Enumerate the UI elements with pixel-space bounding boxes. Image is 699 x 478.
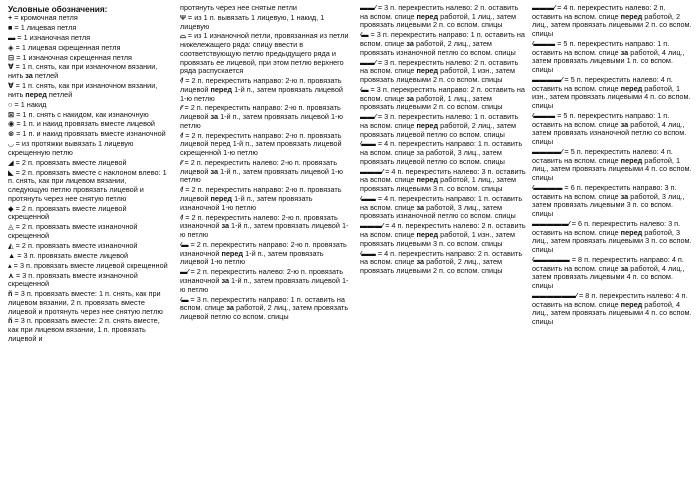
stitch-symbol-icon: ⁄∕ [180,103,183,113]
legend-entry [180,241,350,267]
legend-text: = 5 п. перекрестить направо: 1 п. оставить на вспом. спице [532,111,670,129]
legend-emphasis: перед [620,11,643,21]
stitch-symbol-icon: ◬ [8,222,14,232]
legend-emphasis: перед [416,175,439,185]
legend-entry [8,272,168,289]
legend-text: = 4 п. перекрестить налево: 2 п. оставить на вспом. спице [360,221,526,240]
stitch-symbol-icon: ▬▬▬⁄ [360,166,384,176]
legend-text: = 4 п. перекрестить направо: 1 п. оставить на вспом. спице [360,194,523,212]
stitch-symbol-icon: ▬▬⁄ [360,4,376,12]
legend-entry [180,268,350,294]
legend-emphasis: перед [416,66,439,76]
legend-entry [360,195,526,221]
legend-text: = 1 изнаночная петля [17,32,91,42]
legend-entry [8,111,168,120]
legend-title: Условные обозначения: [8,4,108,14]
legend-text: = из 1 п. вывязать 1 лицевую, 1 накид, 1 лицевую [180,12,325,31]
legend-emphasis: перед [620,227,643,237]
legend-entry [8,34,168,43]
legend-text: работой, 2 лиц., затем провязать изнаночной петлю со вспом. спицы [360,39,516,57]
stitch-symbol-icon: ▬▬▬⁄ [532,4,556,12]
stitch-symbol-icon: ⁄▬▬▬▬ [532,183,563,192]
legend-emphasis: перед [25,89,47,99]
legend-entry [8,223,168,240]
legend-entry [8,140,168,157]
legend-entry [180,14,350,31]
legend-column-4 [532,4,695,328]
legend-emphasis: перед [620,299,643,309]
legend-entry [532,256,695,291]
legend-text: = 3 п. перекрестить направо: 1 п. оставить на вспом. спице [360,30,525,48]
legend-text: = 3 п. перекрестить налево: 1 п. оставить на вспом. спице [360,112,519,130]
stitch-symbol-icon: ▬▬▬▬⁄ [532,75,563,84]
legend-entry [180,32,350,76]
legend-emphasis: за [620,263,629,273]
legend-emphasis: за [416,202,425,212]
stitch-symbol-icon: ⁄▬ [360,84,369,94]
stitch-symbol-icon: ⁄∕ [180,158,183,168]
stitch-symbol-icon: ⁄▬▬▬▬▬ [532,255,570,264]
legend-text: = 3 п. перекрестить налево: 2 п. оставить на вспом. спице [360,4,519,21]
stitch-symbol-icon: ◭ [8,240,14,250]
legend-emphasis: за [226,303,234,313]
legend-emphasis: за [406,93,414,103]
legend-emphasis: за [416,257,425,267]
legend-text: = 3 п. перекрестить направо: 1 п. оставить на вспом. спице [180,294,345,313]
legend-entry [8,262,168,271]
stitch-symbol-icon: ñ [8,289,13,299]
legend-entry [180,104,350,130]
legend-text: работой, 2 лиц., затем провязать лицевой петлю со вспом. спицы [360,120,517,139]
legend-text: 1-й п., затем провязать лицевой 1-ю петлю [180,84,343,103]
legend-entry [8,205,168,222]
stitch-symbol-icon: ∀ [8,62,14,72]
stitch-symbol-icon: ▬▬▬▬⁄ [532,147,563,156]
stitch-symbol-icon: ñ [8,316,13,326]
legend-text: работой, 1 лиц., затем провязать лицевыми 4 п. со вспом. спицы [532,155,692,183]
legend-entry [8,130,168,139]
stitch-symbol-icon: ⁄▬ [180,294,189,304]
legend-text: = 1 п. и накид провязать вместе лицевой [16,119,156,129]
legend-emphasis: перед [620,155,643,165]
legend-text: = 5 п. перекрестить налево: 4 п. оставить на вспом. спице [532,147,673,165]
legend-entry [360,168,526,194]
legend-column-2 [180,4,350,323]
legend-entry [8,120,168,129]
stitch-symbol-icon: ▬▬▬▬▬▬⁄ [532,291,577,300]
legend-emphasis: за [221,221,230,231]
legend-text: = 1 изнаночная скрещенная петля [16,52,132,62]
legend-text: = 3 п. провязать вместе лицевой [17,250,129,260]
legend-entry [8,317,168,343]
stitch-symbol-icon: ▬▬⁄ [360,112,376,122]
legend-entry [8,14,168,23]
legend-emphasis: перед [221,248,244,258]
legend-text: = 3 п. провязать вместе лицевой скрещенной [13,260,168,270]
legend-entry [180,159,350,185]
legend-text: = 1 п. и накид провязать вместе изнаночной [16,129,166,139]
legend-entry [8,252,168,261]
legend-text: 1-й п., затем провязать изнаночной 1-ю петлю [180,194,313,212]
legend-text: = 2 п. провязать вместе с наклоном влево: 1 п. снять, как при лицевом вязании, следующую петлю провязать лицевой и протянуть через нее снятую петлю [8,167,167,203]
legend-text: = 2 п. перекрестить налево: 2-ю п. провязать лицевой [180,158,337,176]
legend-text: работой, 4 лиц., затем провязать лицевыми 1 п. со вспом. спицы [532,47,685,75]
stitch-symbol-icon: ⁄▬▬▬ [532,39,556,48]
stitch-symbol-icon: ⁄/ [180,76,184,86]
legend-text: = 5 п. перекрестить налево: 4 п. оставить на вспом. спице [532,75,673,93]
legend-emphasis: перед [416,230,439,240]
legend-text: = 1 п. снять с накидом, как изнаночную [16,109,149,119]
stitch-symbol-icon: ⁄▬▬▬ [532,111,556,120]
legend-text: петлей [32,71,59,81]
stitch-symbol-icon: ▴ [8,260,12,270]
legend-text: = 2 п. провязать вместе изнаночной [15,240,138,250]
legend-entry [532,148,695,183]
legend-text: = 3 п. перекрестить налево: 2 п. оставить на вспом. спице [360,57,519,76]
legend-entry [8,159,168,168]
legend-text: 1-й п., затем провязать лицевой 1-ю петлю [180,275,349,294]
legend-text: = 5 п. перекрестить направо: 1 п. оставить на вспом. спице [532,39,670,57]
legend-emphasis: за [620,191,629,201]
stitch-symbol-icon: ⁄▬▬ [360,248,376,258]
legend-column-3 [360,4,526,277]
legend-entry [360,86,526,112]
legend-entry [180,214,350,240]
legend-text: = 8 п. перекрестить налево: 4 п. оставить на вспом. спице [532,291,688,309]
legend-entry [360,140,526,166]
legend-text: = из протяжки вывязать 1 лицевую скрещенную петлю [8,139,134,157]
legend-entry [180,77,350,103]
stitch-symbol-icon: ⁄▬▬ [360,194,376,204]
legend-text: работой, 1 лиц., затем провязать лицевыми 2 п. со вспом. спицы [360,11,517,30]
legend-text: работой, 4 лиц., затем провязать изнаночной петлю со вспом. спицы [532,119,687,147]
legend-text: = 1 накид [14,99,47,109]
stitch-symbol-icon: ◡ [8,139,14,149]
legend-entry [8,290,168,316]
legend-entry [532,4,695,39]
legend-text: работой, 3 лиц., затем провязать лицевыми 3 п. со вспом. спицы [532,191,685,219]
legend-text: = 3 п. провязать вместе изнаночной скрещенной [8,270,138,289]
legend-entry [360,4,526,30]
stitch-symbol-icon: ⁄/ [180,130,184,140]
legend-text: = 1 п. снять, как при изнаночном вязании, нить [8,62,158,81]
legend-text: работой, 4 лиц., затем провязать лицевыми 4 п. со вспом. спицы [532,299,692,327]
stitch-symbol-icon: ▬▬⁄ [360,57,376,67]
legend-entry [180,296,350,322]
stitch-symbol-icon: ⊠ [8,109,15,119]
stitch-symbol-icon: ⁄▬▬ [360,139,376,149]
legend-entry [8,101,168,110]
stitch-symbol-icon: ◈ [8,42,14,52]
legend-entry [8,242,168,251]
legend-text: 1-й п., затем провязать лицевой 1-ю петлю [180,112,343,130]
legend-text: = 4 п. перекрестить налево: 3 п. оставить на вспом. спице [360,166,526,185]
legend-text: = 1 лицевая скрещенная петля [15,42,121,52]
legend-text: = 2 п. провязать вместе лицевой скрещенной [8,203,127,222]
legend-column-1 [8,4,168,345]
stitch-symbol-icon: ◢ [8,157,14,167]
stitch-symbol-icon: ⁄/ [180,185,184,195]
legend-entry [180,4,350,13]
legend-text: работой, 2 лиц., затем провязать лицевыми 2 п. со вспом. спицы [360,257,503,276]
legend-text: петлей [46,89,73,99]
legend-emphasis: перед [620,83,643,93]
legend-text: = 6 п. перекрестить налево: 3 п. оставить на вспом. спице [532,219,681,237]
legend-text: работой, 1 лиц., затем провязать лицевыми 2 п. со вспом. спицы [360,93,503,112]
legend-entry [532,40,695,75]
legend-text: = 3 п. провязать вместе: 2 п. снять вместе, как при лицевом вязании, 1 п. провязать лицевой и [8,316,160,343]
legend-text: работой, 2 лиц., затем провязать лицевыми 2 п. со вспом. спицы [532,11,692,39]
legend-entry [360,113,526,139]
stitch-symbol-icon: ⋏ [8,270,14,280]
legend-text: работой, 2 лиц., затем провязать лицевой петлю со вспом. спицы [180,303,349,321]
legend-text: работой, 1 изн., затем провязать лицевыми 4 п. со вспом. спицы [532,83,691,111]
legend-text: работой, 1 изн., затем провязать лицевыми 2 п. со вспом. спицы [360,66,515,84]
legend-text: = 2 п. перекрестить налево: 2-ю п. провязать изнаночной [180,212,338,231]
legend-text: = 1 п. снять, как при изнаночном вязании, нить [8,81,158,99]
stitch-symbol-icon: ⌓ [180,31,186,41]
legend-entry [8,63,168,80]
legend-text: = 2 п. перекрестить налево: 2-ю п. провязать изнаночной [180,267,344,285]
legend-text: = 4 п. перекрестить направо: 2 п. оставить на вспом. спице [360,248,523,267]
legend-text: работой, 1 изн., затем провязать лицевыми 3 п. со вспом. спицы [360,230,515,248]
legend-entry [8,24,168,33]
legend-text: 1-й п., затем провязать лицевой 1-ю петлю [180,221,349,240]
stitch-symbol-icon: ▲ [8,250,16,260]
legend-text: работой, 1 лиц., затем провязать лицевыми 3 п. со вспом. спицы [360,175,517,194]
legend-text: = 3 п. перекрестить направо: 2 п. оставить на вспом. спице [360,84,525,103]
legend-entry [532,76,695,111]
legend-text: = 2 п. перекрестить направо: 2-ю п. провязать лицевой [180,185,342,204]
legend-emphasis: перед [210,194,233,204]
legend-entry [8,44,168,53]
stitch-symbol-icon: Ψ [180,12,186,22]
legend-entry [180,186,350,212]
legend-text: = 4 п. перекрестить направо: 1 п. оставить на вспом. спице за работой, 3 лиц., затем провязать лицевой петлю со вспом. спицы [360,139,523,166]
legend-emphasis: за [620,119,629,129]
legend-text: работой, 3 лиц., затем провязать изнаночной петлю со вспом. спицы [360,202,516,221]
legend-text: 1-й п., затем провязать лицевой 1-ю петлю [180,166,343,185]
legend-text: 1-й п., затем провязать лицевой 1-ю петлю [180,248,324,267]
legend-entry [360,222,526,248]
legend-emphasis: перед [416,11,439,21]
legend-emphasis: перед [210,84,233,94]
legend-text: = 2 п. перекрестить направо: 2-ю п. провязать лицевой [180,76,342,94]
legend-text: = 2 п. перекрестить направо: 2-ю п. провязать изнаночной [180,239,347,258]
stitch-symbol-icon: ◆ [8,203,14,213]
legend-entry [532,292,695,327]
legend-text: = 8 п. перекрестить направо: 4 п. оставить на вспом. спице [532,255,684,273]
stitch-symbol-icon: ▬ [8,32,16,42]
legend-text: = 3 п. провязать вместе: 1 п. снять, как при лицевом вязании, 2 п. провязать вместе лицевой и протянуть через нее снятую петлю [8,289,163,316]
legend-text: = 6 п. перекрестить направо: 3 п. оставить на вспом. спице [532,183,677,201]
legend-emphasis: за [406,39,414,48]
stitch-symbol-icon: ⁄▬ [360,30,369,40]
legend-entry [532,184,695,219]
legend-entry [532,112,695,147]
stitch-symbol-icon: ∀ [8,81,14,91]
legend-emphasis: за [221,275,230,285]
legend-text: = 2 п. перекрестить направо: 2-ю п. провязать лицевой [180,103,341,122]
legend-text: = 2 п. провязать вместе изнаночной скрещенной [8,222,138,240]
legend-text: = 2 п. перекрестить направо: 2-ю п. провязать лицевой перед 1-й п., затем провязать лицевой скрещенной 1-ю петлю [180,130,342,158]
legend-emphasis: за [620,47,629,57]
legend-text: работой, 4 лиц., затем провязать лицевыми 4 п. со вспом. спицы [532,263,685,291]
legend-entry [360,59,526,85]
stitch-symbol-icon: ○ [8,99,13,109]
legend-text: протянуть через нее снятые петли [180,4,297,12]
stitch-symbol-icon: ⊗ [8,129,15,139]
legend-text: = 4 п. перекрестить налево: 2 п. оставить на вспом. спице [532,4,666,21]
legend-emphasis: за [210,112,219,122]
stitch-symbol-icon: ◉ [8,119,15,129]
stitch-symbol-icon: ▬⁄ [180,267,189,277]
legend-entry [532,220,695,255]
stitch-symbol-icon: ▬▬▬▬▬⁄ [532,219,570,228]
legend-emphasis: за [25,71,33,81]
legend-entry [8,54,168,63]
legend-emphasis: за [210,166,219,176]
legend-text: = из 1 изнаночной петли, провязанная из петли нижележащего ряда: спицу ввести в соответствующую петлю предыдущего ряда и провязать ее лицевой, при этом петлю верхнего ряда распускается [180,31,349,76]
stitch-symbol-icon: ⁄/ [180,212,184,222]
legend-text: = кромочная петля [14,13,78,22]
stitch-symbol-icon: ⊟ [8,52,15,62]
legend-entry [180,132,350,158]
legend-text: = 1 лицевая петля [14,22,77,32]
legend-entry [8,82,168,99]
legend-text: = 2 п. провязать вместе лицевой [15,157,127,167]
stitch-symbol-icon: ■ [8,22,13,32]
legend-entry [360,250,526,276]
stitch-symbol-icon: + [8,13,13,22]
stitch-symbol-icon: ◣ [8,167,14,177]
stitch-symbol-icon: ⁄▬ [180,239,189,249]
legend-entry [360,31,526,57]
legend-entry [8,169,168,204]
stitch-symbol-icon: ▬▬▬⁄ [360,221,384,231]
legend-emphasis: перед [416,120,439,130]
legend-text: работой, 3 лиц., затем провязать лицевыми 3 п. со вспом. спицы [532,227,692,255]
